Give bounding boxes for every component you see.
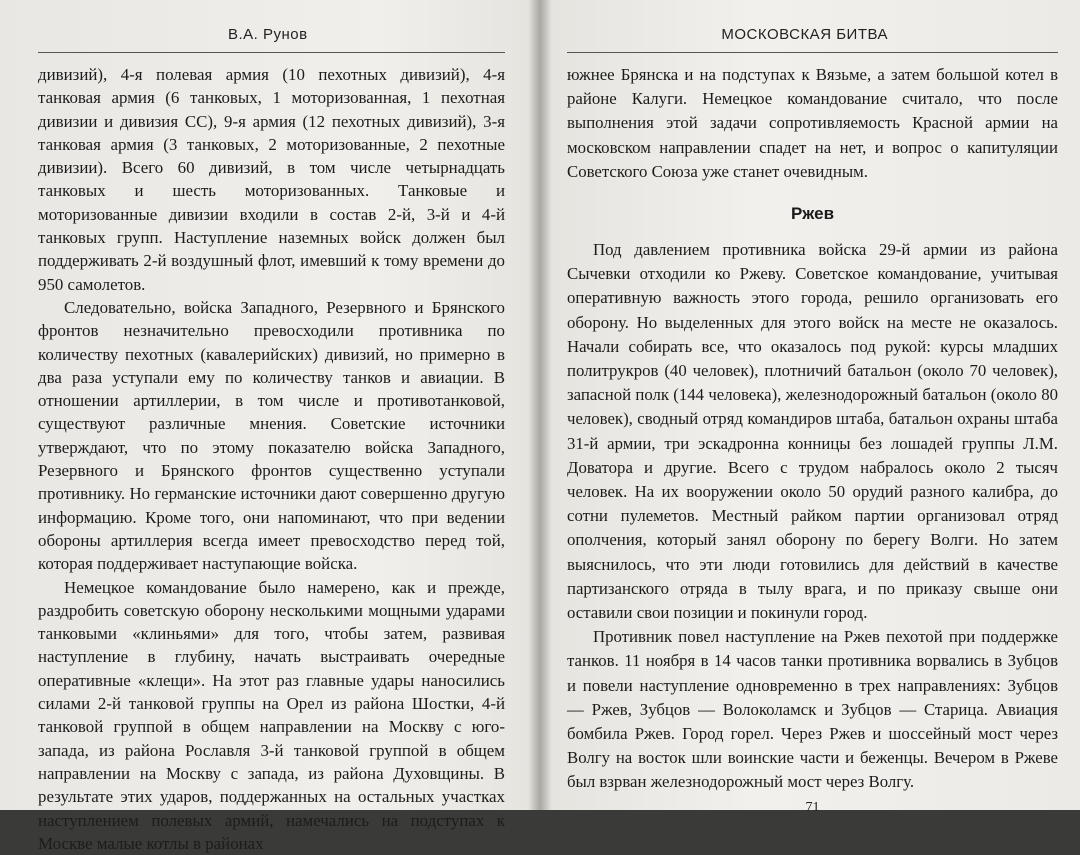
running-head-title: МОСКОВСКАЯ БИТВА: [567, 18, 1058, 53]
right-page: [545, 0, 1080, 815]
paragraph: Следовательно, войска Западного, Резервного и Брянского фронтов незначительно превосходили противника по количеству пехотных (кавалерийских) дивизий, но примерно в два раза уступали ему по количеству танков и авиации. В отношении артиллерии, в том числе и противотанковой, существуют различные мнения. Советские источники утверждают, что по этому показателю войска Западного, Резервного и Брянского фронтов существенно уступали противнику. Но германские источники дают совершенно другую информацию. Кроме того, они напоминают, что при ведении обороны артиллерия всегда имеет превосходство перед той, которая поддерживает наступающие войска.: [38, 297, 505, 574]
paragraph: южнее Брянска и на подступах к Вязьме, а затем большой котел в районе Калуги. Немецкое командование считало, что после выполнения этой задачи сопротивляемость Красной армии на московском направлении спадет на нет, и вопрос о капитуляции Советского Союза уже станет очевидным.: [567, 65, 1058, 181]
left-page-body: [38, 63, 505, 855]
paragraph: Немецкое командование было намерено, как и прежде, раздробить советскую оборону несколькими мощными ударами танковыми «клиньями» для того, чтобы затем, развивая наступление в глубину, начать выстраивать очередные оперативные «клещи». На этот раз главные удары наносились силами 2-й танковой группы на Орел из района Шостки, 4-й танковой группой в общем направлении на Москву с юго-запада, из района Рославля 3-й танковой группой в общем направлении на Москву с запада, из района Духовщины. В результате этих ударов, поддержанных на остальных участках наступлением полевых армий, намечались на подступах к Москве малые котлы в районах: [38, 577, 505, 853]
section-title: Ржев: [790, 204, 835, 224]
page-number: 71: [805, 800, 820, 815]
paragraph: Под давлением противника войска 29-й армии из района Сычевки отходили ко Ржеву. Советское командование, учитывая оперативную важность этого города, решило организовать его оборону. Но выделенных для этого войск на месте не оказалось. Начали собирать все, что оказалось под рукой: курсы младших политрукров (40 человек), плотничий батальон (около 70 человек), запасной полк (144 человека), железнодорожный батальон (около 80 человек), сводный отряд командиров штаба, батальон охраны штаба 31-й армии, три эскадронна конницы без лошадей группы Л.М. Доватора и другие. Всего с трудом набралось около 2 тысяч человек. На их вооружении около 50 орудий разного калибра, до сотни пулеметов. Местный райком партии организовал отряд ополчения, который занял оборону по берегу Волги. Но затем выяснилось, что эти люди готовились для действий в качестве партизанского отряда в тылу врага, и по приказу свыше они оставили свои позиции и покинули город.: [567, 240, 1058, 623]
paragraph: Противник повел наступление на Ржев пехотой при поддержке танков. 11 ноября в 14 часов танки противника ворвались в Зубцов и повели наступление одновременно в трех направлениях: Зубцов — Ржев, Зубцов — Волоколамск и Зубцов — Старица. Авиация бомбила Ржев. Город горел. Через Ржев и шоссейный мост через Волгу на восток шли воинские части и беженцы. Вечером в Ржеве был взрван железнодорожный мост через Волгу.: [567, 627, 1058, 792]
right-page-body: [567, 63, 1058, 795]
left-page: [0, 0, 535, 853]
paragraph: дивизий), 4-я полевая армия (10 пехотных дивизий), 4-я танковая армия (6 танковых, 1 моторизованная, 1 пехотная дивизии и дивизия СС), 9-я армия (12 пехотных дивизий), 3-я танковая армия (3 танковых, 2 моторизованные, 2 пехотные дивизии). Всего 60 дивизий, в том числе четырнадцать танковых и шесть моторизованных. Танковые и моторизованные дивизии входили в состав 2-й, 3-й и 4-й танковых групп. Наступление наземных войск должен был поддерживать 2-й воздушный флот, имевший к тому времени до 950 самолетов.: [38, 65, 505, 294]
running-head-author: В.А. Рунов: [38, 18, 505, 53]
